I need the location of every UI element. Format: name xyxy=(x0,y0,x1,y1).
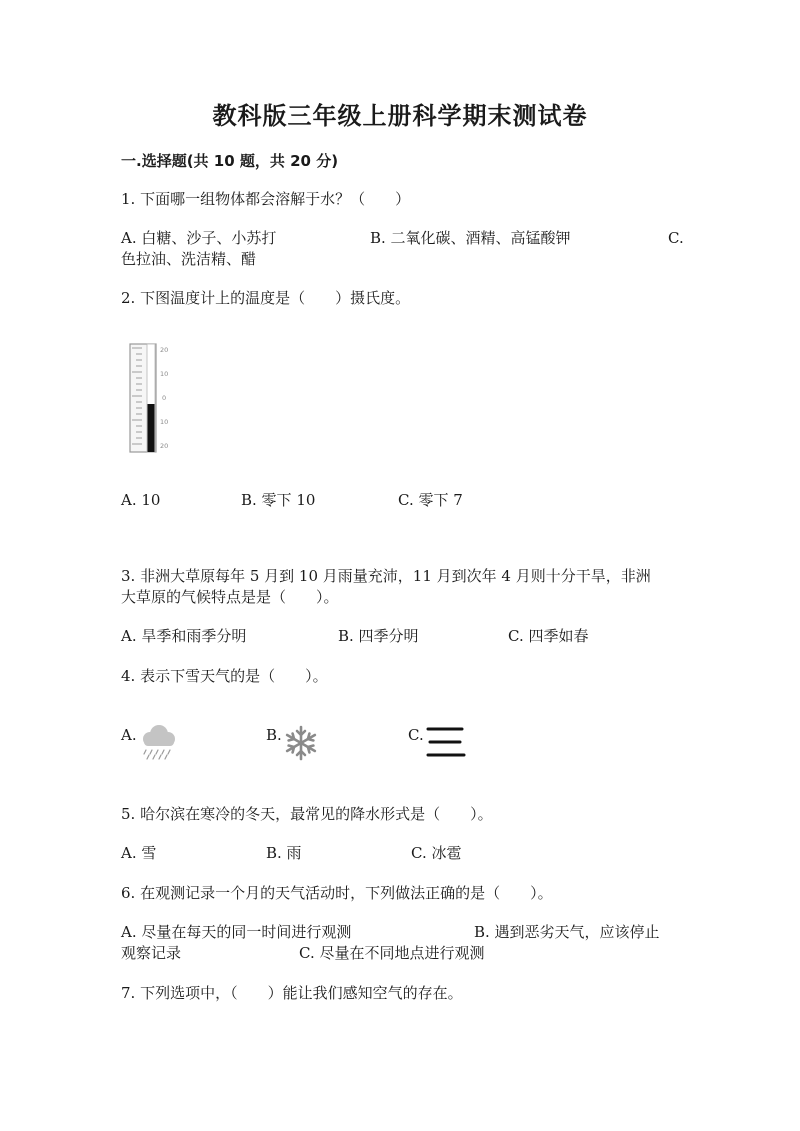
scale-label-3: 0 xyxy=(162,394,167,402)
scale-label-4: 10 xyxy=(160,418,169,426)
question-3-option-b: B. 四季分明 xyxy=(338,627,419,645)
question-4-option-c: C. xyxy=(408,726,424,744)
scale-label-2: 10 xyxy=(160,370,169,378)
snowflake-icon xyxy=(282,724,320,762)
question-1-option-c-continued: 色拉油、洗洁精、醋 xyxy=(121,250,257,268)
question-4-option-b: B. xyxy=(266,726,282,744)
question-2-option-c: C. 零下 7 xyxy=(398,491,463,509)
question-1-option-c: C. xyxy=(668,229,684,247)
question-6-option-b: B. 遇到恶劣天气，应该停止 xyxy=(474,923,660,941)
fog-lines-icon xyxy=(426,725,466,759)
question-5-option-b: B. 雨 xyxy=(266,844,302,862)
page-title: 教科版三年级上册科学期末测试卷 xyxy=(212,102,588,130)
question-7-stem: 7. 下列选项中，（ ）能让我们感知空气的存在。 xyxy=(121,984,463,1002)
question-4-option-a: A. xyxy=(121,726,137,744)
question-1-option-b: B. 二氧化碳、酒精、高锰酸钾 xyxy=(370,229,571,247)
question-2-option-a: A. 10 xyxy=(121,491,161,509)
question-3-option-a: A. 旱季和雨季分明 xyxy=(121,627,247,645)
question-1-stem: 1. 下面哪一组物体都会溶解于水？（ ） xyxy=(121,190,411,208)
question-2-option-b: B. 零下 10 xyxy=(241,491,316,509)
question-6-option-c: C. 尽量在不同地点进行观测 xyxy=(299,944,485,962)
question-2-stem: 2. 下图温度计上的温度是（ ）摄氏度。 xyxy=(121,289,411,307)
scale-label-5: 20 xyxy=(160,442,169,450)
question-4-stem: 4. 表示下雪天气的是（ ）。 xyxy=(121,667,328,685)
question-5-stem: 5. 哈尔滨在寒冷的冬天，最常见的降水形式是（ ）。 xyxy=(121,805,493,823)
section-heading: 一.选择题(共 10 题，共 20 分) xyxy=(121,152,339,170)
question-6-stem: 6. 在观测记录一个月的天气活动时，下列做法正确的是（ ）。 xyxy=(121,884,553,902)
question-1-option-a: A. 白糖、沙子、小苏打 xyxy=(121,229,277,247)
question-6-option-a: A. 尽量在每天的同一时间进行观测 xyxy=(121,923,352,941)
thermometer-figure xyxy=(120,338,190,456)
question-5-option-a: A. 雪 xyxy=(121,844,157,862)
question-3-stem-line-2: 大草原的气候特点是是（ ）。 xyxy=(121,588,339,606)
scale-label-1: 20 xyxy=(160,346,169,354)
question-3-stem-line-1: 3. 非洲大草原每年 5 月到 10 月雨量充沛，11 月到次年 4 月则十分干旱，非洲 xyxy=(121,567,651,585)
question-6-option-b-continued: 观察记录 xyxy=(121,944,182,962)
question-5-option-c: C. 冰雹 xyxy=(411,844,462,862)
thermometer-liquid-column xyxy=(148,404,155,452)
question-3-option-c: C. 四季如春 xyxy=(508,627,589,645)
rain-cloud-icon xyxy=(138,724,178,760)
